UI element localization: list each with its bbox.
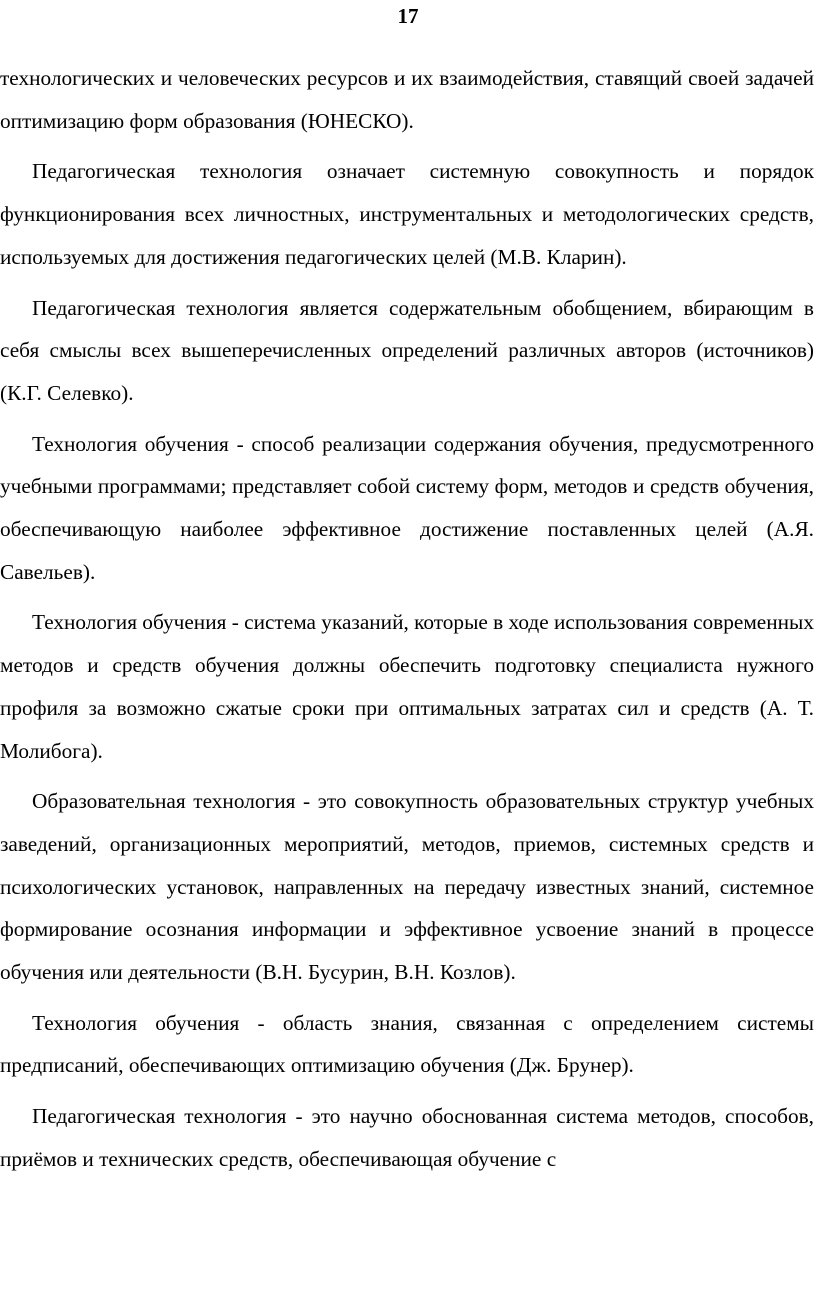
paragraph-unesco-continuation: технологических и человеческих ресурсов и их взаимодействия, ставящий своей задачей оптимизацию форм образования (ЮНЕСКО).	[0, 66, 814, 133]
document-body	[0, 57, 814, 1189]
paragraph-klarin-definition: Педагогическая технология означает системную совокупность и порядок функционирования всех личностных, инструментальных и методологических средств, используемых для достижения педагогических целей (М.В. Кларин).	[0, 159, 814, 269]
paragraph-scientific-system-definition: Педагогическая технология - это научно обоснованная система методов, способов, приёмов и технических средств, обеспечивающая обучение с	[0, 1104, 814, 1171]
paragraph-selevko-definition: Педагогическая технология является содержательным обобщением, вбирающим в себя смыслы всех вышеперечисленных определений различных авторов (источников) (К.Г. Селевко).	[0, 295, 814, 405]
paragraph-busurin-kozlov-definition: Образовательная технология - это совокупность образовательных структур учебных заведений, организационных мероприятий, методов, приемов, системных средств и психологических установок, направленных на передачу известных знаний, системное формирование осознания информации и эффективное усвоение знаний в процессе обучения или деятельности (В.Н. Бусурин, В.Н. Козлов).	[0, 789, 814, 985]
paragraph-moliboga-definition: Технология обучения - система указаний, которые в ходе использования современных методов и средств обучения должны обеспечить подготовку специалиста нужного профиля за возможно сжатые сроки при оптимальных затратах сил и средств (А. Т. Молибога).	[0, 610, 815, 763]
paragraph-bruner-definition: Технология обучения - область знания, связанная с определением системы предписаний, обеспечивающих оптимизацию обучения (Дж. Брунер).	[0, 1010, 814, 1078]
paragraph-savelyev-definition: Технология обучения - способ реализации содержания обучения, предусмотренного учебными программами; представляет собой систему форм, методов и средств обучения, обеспечивающую наиболее эффективное достижение поставленных целей (А.Я. Савельев).	[0, 431, 814, 584]
page-number: 17	[397, 4, 419, 28]
